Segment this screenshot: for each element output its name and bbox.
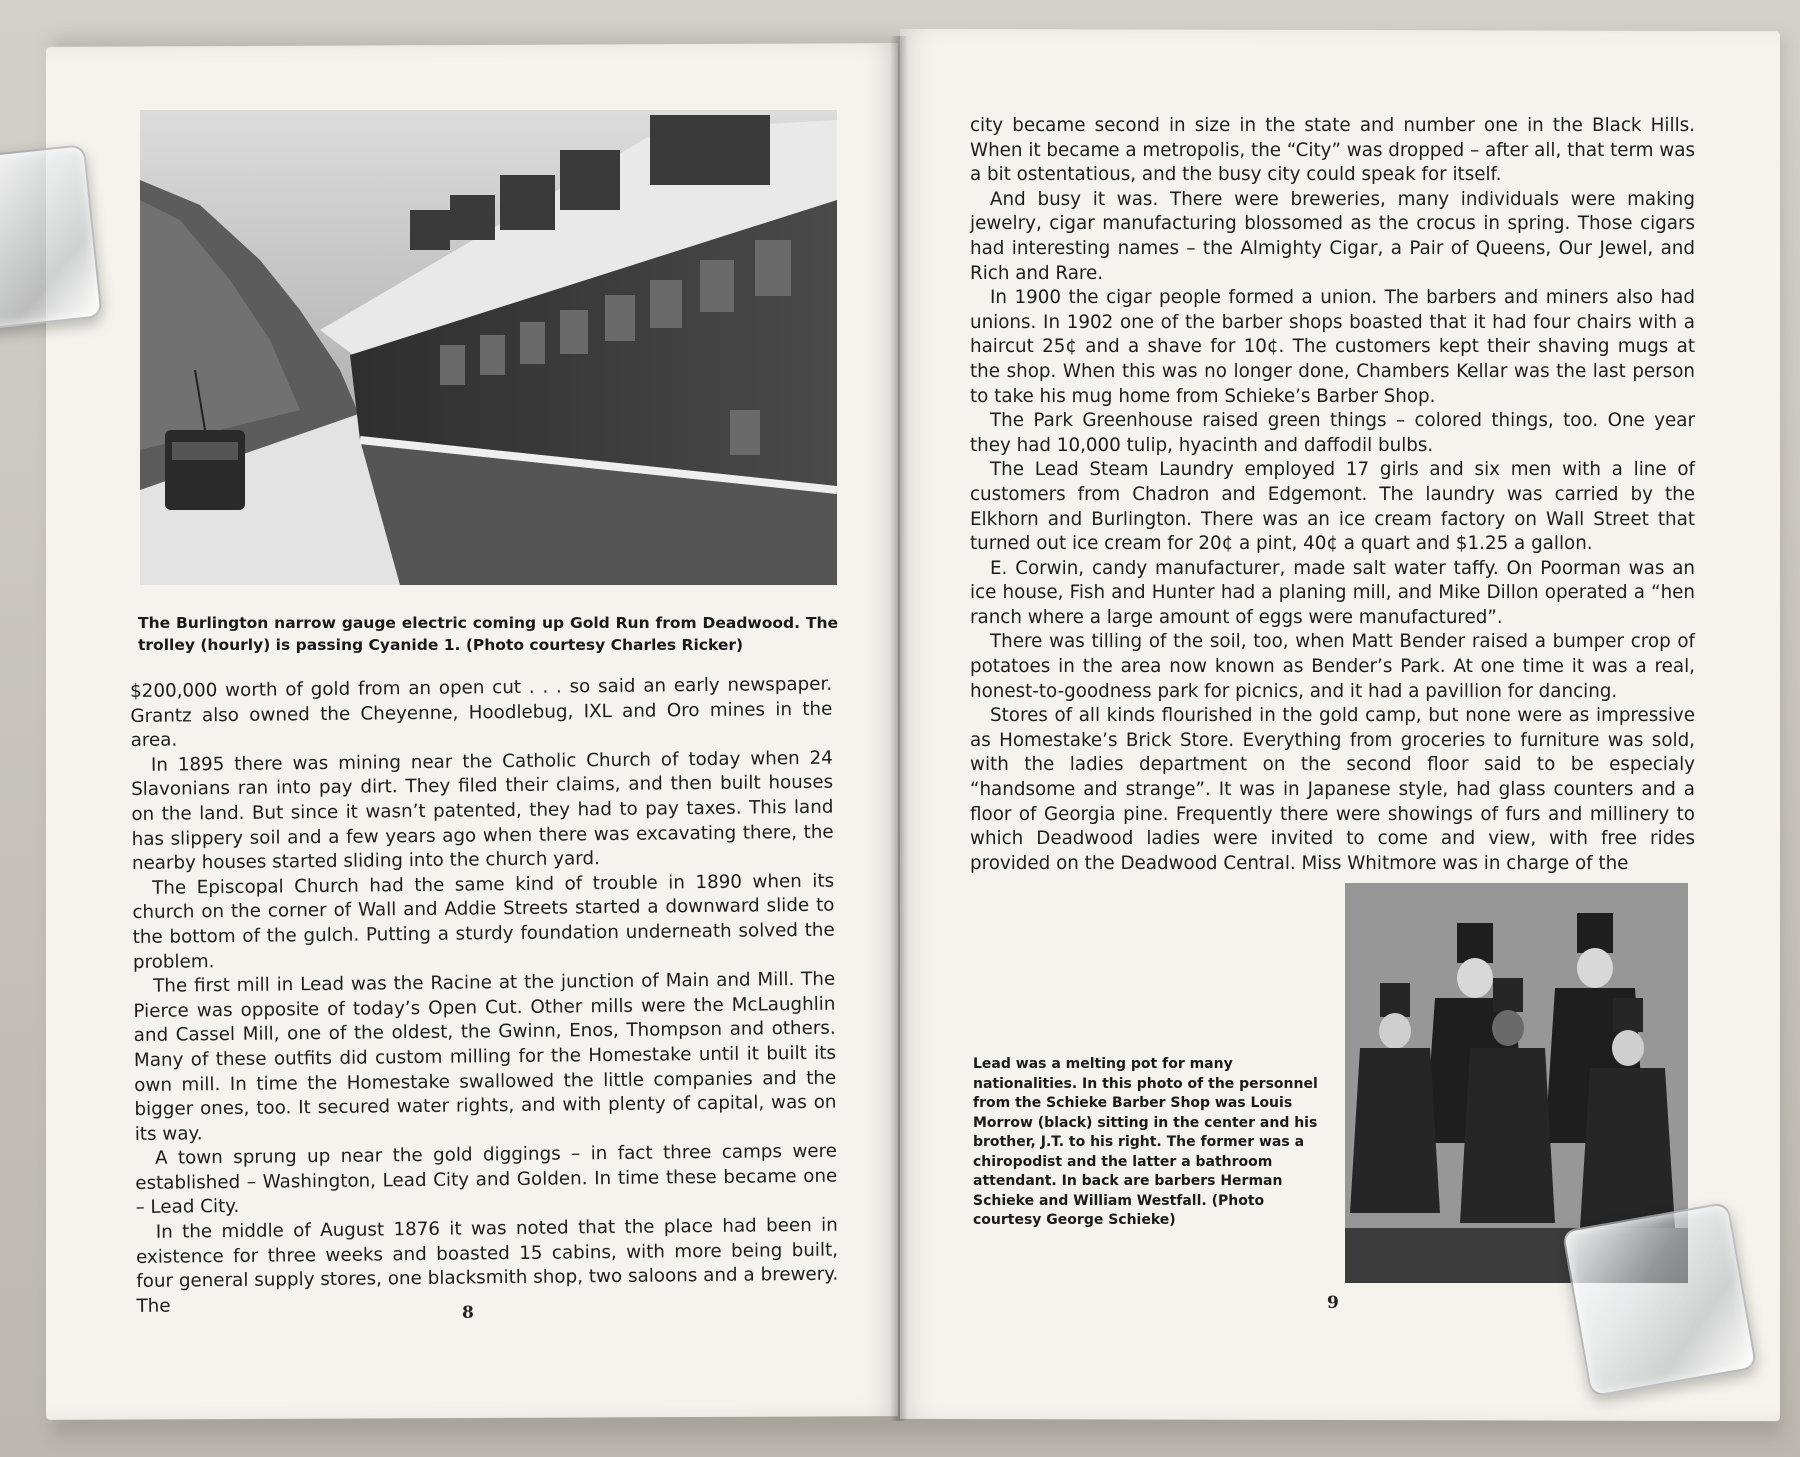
right-paragraph-2: And busy it was. There were breweries, many individuals were making jewelry, cigar manufacturing blossomed as the crocus in spring. Those cigars had interesting names – the Almighty Cigar, a Pair of Queens, Our Jewel, and Rich and Rare. <box>970 188 1695 284</box>
left-page-body <box>130 673 839 1320</box>
left-paragraph-1: $200,000 worth of gold from an open cut . . . so said an early newspaper. Grantz also owned the Cheyenne, Hoodlebug, IXL and Oro mines in the area. <box>130 673 833 752</box>
trolley-mill-photo <box>140 110 837 585</box>
left-paragraph-4: The first mill in Lead was the Racine at the junction of Main and Mill. The Pierce was opposite of today’s Open Cut. Other mills were the McLaughlin and Cassel Mill, one of the oldest, the Gwinn, Enos, Thompson and others. Many of these outfits did custom milling for the Homestake until it built its own mill. In time the Homestake swallowed the little companies and the bigger ones, too. It secured water rights, and with plenty of capital, was on its way. <box>133 968 837 1145</box>
right-paragraph-4: The Park Greenhouse raised green things – colored things, too. One year they had 10,000 tulip, hyacinth and daffodil bulbs. <box>970 410 1695 456</box>
right-paragraph-5: The Lead Steam Laundry employed 17 girls and six men with a line of customers from Chadron and Edgemont. The laundry was carried by the Elkhorn and Burlington. There was an ice cream factory on Wall Street that turned out ice cream for 20¢ a pint, 40¢ a quart and $1.25 a gallon. <box>970 459 1695 555</box>
page-weight-right <box>1562 1202 1758 1398</box>
right-paragraph-6: E. Corwin, candy manufacturer, made salt water taffy. On Poorman was an ice house, Fish and Hunter had a planing mill, and Mike Dillon operated a “hen ranch where a large amount of eggs were manufactured”. <box>970 557 1695 628</box>
trolley-photo-caption: The Burlington narrow gauge electric coming up Gold Run from Deadwood. The trolley (hourly) is passing Cyanide 1. (Photo courtesy Charles Ricker) <box>138 614 838 654</box>
right-paragraph-8: Stores of all kinds flourished in the gold camp, but none were as impressive as Homestake’s Brick Store. Everything from groceries to furniture was sold, with the ladies department on the second floor said to be especialy “handsome and strange”. It was in Japanese style, had glass counters and a floor of Georgia pine. Frequently there were showings of furs and millinery to which Deadwood ladies were invited to come and view, with free rides provided on the Deadwood Central. Miss Whitmore was in charge of the <box>970 705 1695 874</box>
left-paragraph-2: In 1895 there was mining near the Catholic Church of today when 24 Slavonians ran into pay dirt. They filed their claims, and then built houses on the land. But since it wasn’t patented, they had to pay taxes. This land has slippery soil and a few years ago when there was excavating there, the nearby houses started sliding into the church yard. <box>131 747 834 875</box>
right-paragraph-3: In 1900 the cigar people formed a union. The barbers and miners also had unions. In 1902 one of the barber shops boasted that it had four chairs with a haircut 25¢ and a shave for 10¢. The customers kept their shaving mugs at the shop. When this was no longer done, Chambers Kellar was the last person to take his mug home from Schieke’s Barber Shop. <box>970 287 1695 407</box>
right-paragraph-1: city became second in size in the state and number one in the Black Hills. When it became a metropolis, the “City” was dropped – after all, that term was a bit ostentatious, and the busy city could speak for itself. <box>970 115 1695 186</box>
left-paragraph-5: A town sprung up near the gold diggings – in fact three camps were established – Washington, Lead City and Golden. In time these became one – Lead City. <box>135 1140 838 1219</box>
right-page-number: 9 <box>1327 1293 1339 1313</box>
right-paragraph-7: There was tilling of the soil, too, when Matt Bender raised a bumper crop of potatoes in the area now known as Bender’s Park. At one time it was a real, honest-to-goodness park for picnics, and it had a pavillion for dancing. <box>970 631 1695 702</box>
barber-photo-caption: Lead was a melting pot for many nationalities. In this photo of the personnel from the Schieke Barber Shop was Louis Morrow (black) sitting in the center and his brother, J.T. to his right. The former was a chiropodist and the latter a bathroom attendant. In back are barbers Herman Schieke and William Westfall. (Photo courtesy George Schieke) <box>973 1056 1318 1228</box>
right-page-body <box>970 114 1695 876</box>
trolley-mill-illustration <box>140 110 837 585</box>
left-paragraph-6: In the middle of August 1876 it was noted that the place had been in existence for three weeks and boasted 15 cabins, with more being built, four general supply stores, one blacksmith shop, two saloons and a brewery. The <box>135 1214 839 1317</box>
page-weight-left <box>0 144 103 330</box>
left-paragraph-3: The Episcopal Church had the same kind of trouble in 1890 when its church on the corner of Wall and Addie Streets started a downward slide to the bottom of the gulch. Putting a sturdy foundation underneath solved the problem. <box>132 870 835 973</box>
book-gutter <box>890 36 908 1421</box>
left-page-number: 8 <box>462 1303 474 1323</box>
